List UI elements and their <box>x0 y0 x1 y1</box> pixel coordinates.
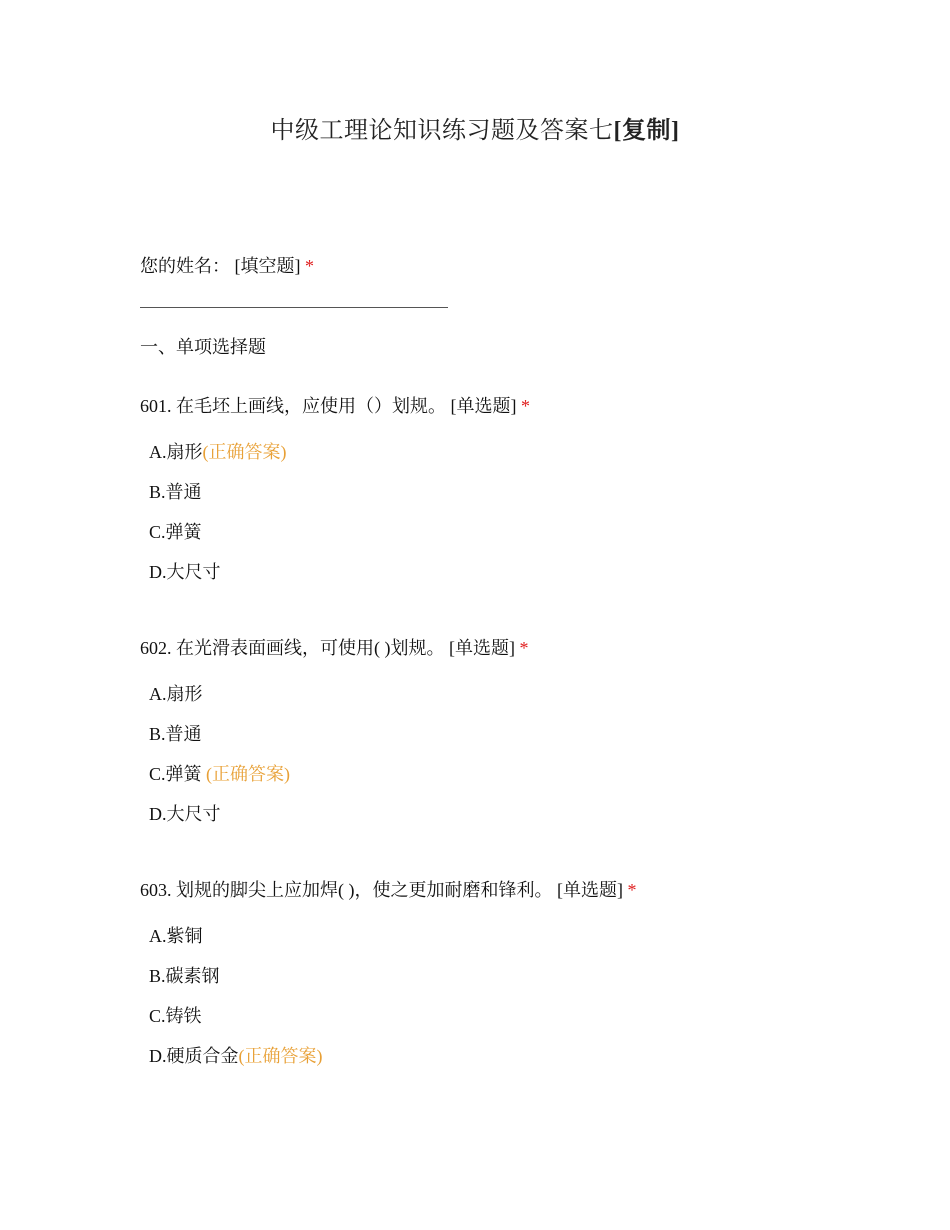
title-text: 中级工理论知识练习题及答案七 <box>270 118 614 144</box>
option-label: B.普通 <box>149 724 202 744</box>
option-label: D.硬质合金 <box>149 1046 239 1066</box>
option-label: A.扇形 <box>149 442 203 462</box>
question-number: 603. <box>140 880 172 900</box>
question-601 <box>140 392 530 418</box>
question-type: [单选题] <box>450 396 517 416</box>
question-text: 在毛坯上画线，应使用（）划规。 <box>176 396 446 416</box>
option-601-a[interactable] <box>149 438 287 464</box>
page-title <box>0 110 950 145</box>
name-answer-line[interactable] <box>140 307 448 308</box>
option-603-b[interactable] <box>149 962 220 988</box>
option-603-d[interactable] <box>149 1042 323 1068</box>
question-603 <box>140 876 637 902</box>
question-602 <box>140 634 529 660</box>
option-label: B.普通 <box>149 482 202 502</box>
correct-answer-tag: (正确答案) <box>202 442 287 462</box>
option-602-a[interactable] <box>149 680 203 706</box>
option-601-d[interactable] <box>149 558 221 584</box>
option-label: D.大尺寸 <box>149 562 221 582</box>
required-mark: * <box>305 256 314 276</box>
option-602-c[interactable] <box>149 760 290 786</box>
question-type: [单选题] <box>557 880 623 900</box>
option-601-b[interactable] <box>149 478 202 504</box>
option-label: C.铸铁 <box>149 1006 202 1026</box>
option-label: A.扇形 <box>149 684 203 704</box>
question-type: [填空题] <box>234 256 301 276</box>
question-text: 划规的脚尖上应加焊( )，使之更加耐磨和锋利。 <box>176 880 553 900</box>
question-type: [单选题] <box>449 638 515 658</box>
correct-answer-tag: (正确答案) <box>206 764 291 784</box>
option-602-d[interactable] <box>149 800 221 826</box>
option-label: B.碳素钢 <box>149 966 220 986</box>
name-label: 您的姓名： <box>140 256 230 276</box>
option-602-b[interactable] <box>149 720 202 746</box>
question-number: 602. <box>140 638 172 658</box>
option-label: C.弹簧 <box>149 522 202 542</box>
required-mark: * <box>627 880 637 900</box>
question-text: 在光滑表面画线，可使用( )划规。 <box>176 638 445 658</box>
title-suffix: [复制] <box>613 118 680 144</box>
option-603-a[interactable] <box>149 922 203 948</box>
section-heading: 一、单项选择题 <box>140 337 266 357</box>
option-label: A.紫铜 <box>149 926 203 946</box>
option-label: D.大尺寸 <box>149 804 221 824</box>
required-mark: * <box>521 396 530 416</box>
required-mark: * <box>519 638 529 658</box>
option-label: C.弹簧 <box>149 764 207 784</box>
correct-answer-tag: (正确答案) <box>238 1046 323 1066</box>
option-601-c[interactable] <box>149 518 202 544</box>
question-number: 601. <box>140 396 172 416</box>
option-603-c[interactable] <box>149 1002 202 1028</box>
name-question <box>140 252 314 278</box>
